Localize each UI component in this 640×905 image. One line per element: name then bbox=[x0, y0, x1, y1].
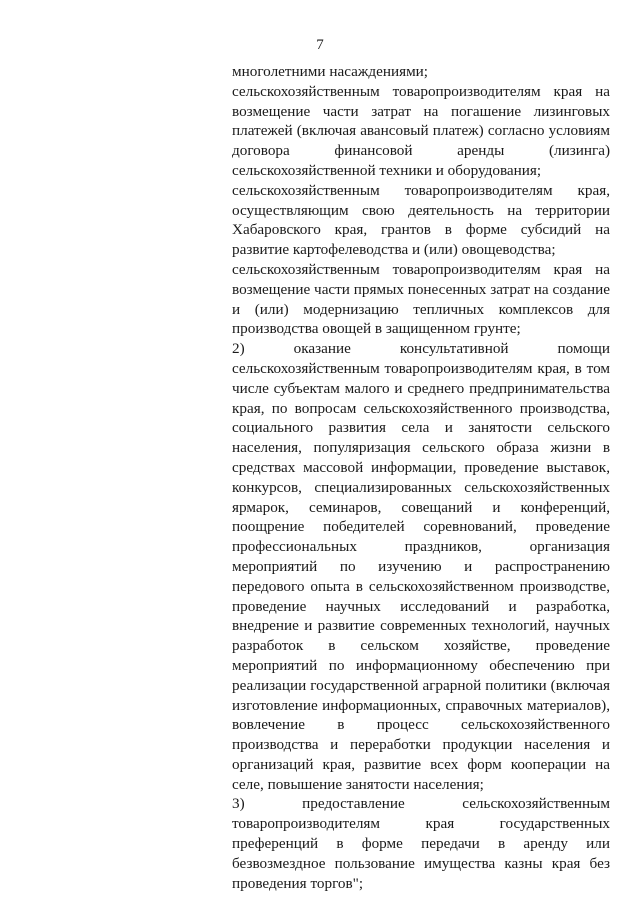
page-number: 7 bbox=[316, 37, 324, 53]
paragraph-leasing-compensation: сельскохозяйственным товаропроизводителям края на возмещение части затрат на погашение лизинговых платежей (включая авансовый платеж) согласно условиям договора финансовой аренды (лизинга) сельскохозяйственной техники и оборудования; bbox=[232, 82, 610, 179]
paragraph-state-preferences: 3) предоставление сельскохозяйственным товаропроизводителям края государственных преференций в форме передачи в аренду или безвозмездное пользование имущества казны края без проведения торгов"; bbox=[232, 795, 610, 892]
paragraph-consulting-assistance: 2) оказание консультативной помощи сельскохозяйственным товаропроизводителям края, в том числе субъектам малого и среднего предпринимательства края, по вопросам сельскохозяйственного производства, социального развития села и занятости сельского населения, популяризация сельского образа жизни в средствах массовой информации, проведение выставок, конкурсов, специализированных сельскохозяйственных ярмарок, семинаров, совещаний и конференций, поощрение победителей соревнований, проведение профессиональных праздников, организация мероприятий по изучению и распространению передового опыта в сельскохозяйственном производстве, проведение научных исследований и разработка, внедрение и развитие современных технологий, научных разработок в сельском хозяйстве, проведение мероприятий по информационному обеспечению при реализации государственной аграрной политики (включая изготовление информационных, справочных материалов), вовлечение в процесс сельскохозяйственного производства и переработки продукции населения и организаций края, развитие всех форм кооперации на селе, повышение занятости населения; bbox=[232, 340, 610, 793]
paragraph-potato-vegetable-grants: сельскохозяйственным товаропроизводителям края, осуществляющим свою деятельность на территории Хабаровского края, грантов в форме субсидий на развитие картофелеводства и (или) овощеводства; bbox=[232, 181, 610, 259]
document-body bbox=[232, 62, 610, 893]
paragraph-greenhouse-compensation: сельскохозяйственным товаропроизводителям края на возмещение части прямых понесенных затрат на создание и (или) модернизацию тепличных комплексов для производства овощей в защищенном грунте; bbox=[232, 260, 610, 338]
paragraph-perennial-plantings: многолетними насаждениями; bbox=[232, 63, 429, 80]
